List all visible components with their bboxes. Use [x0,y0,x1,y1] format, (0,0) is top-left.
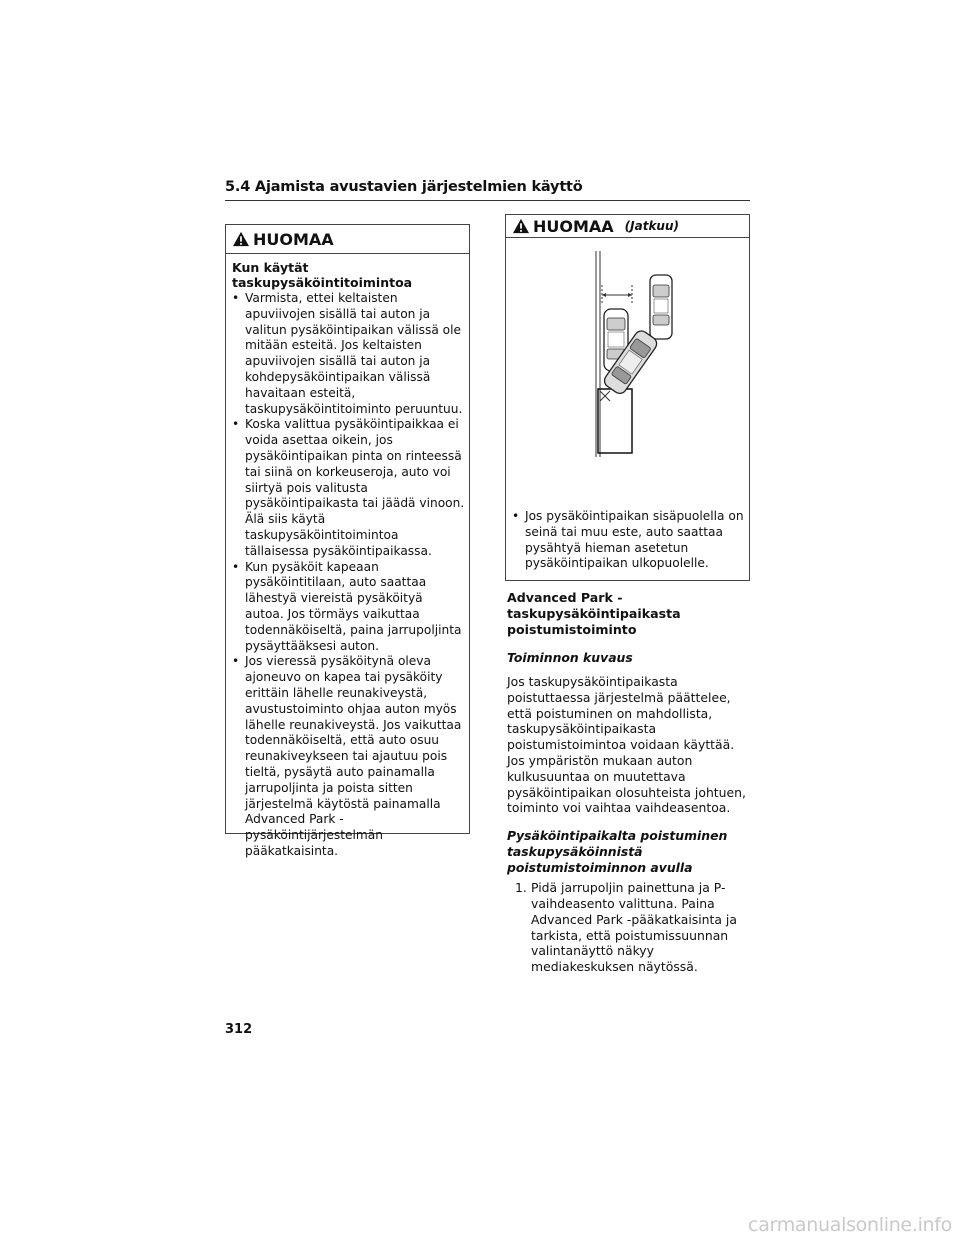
right-notice-box [505,214,750,581]
left-notice-list [226,291,469,860]
continued-label: (Jatkuu) [624,219,680,233]
subsection-heading: Pysäköintipaikalta poistuminen taskupysäköinnistä poistumistoiminnon avulla [507,828,728,876]
right-notice-header [506,215,749,238]
section-heading: Advanced Park -taskupysäköintipaikasta poistumistoiminto [507,590,681,637]
list-item: • Koska valittua pysäköintipaikkaa ei voida asettaa oikein, jos pysäköintipaikan pinta on rinteessä tai siinä on korkeuseroja, auto voi siirtyä pois valitusta pysäköintipaikasta tai jäädä vinoon. Älä siis käytä taskupysäköintitoimintoa tällaisessa pysäköintipaikassa. [232,417,465,559]
parking-illustration [586,251,696,457]
steps-list [507,880,752,975]
section-title: 5.4 Ajamista avustavien järjestelmien käyttö [225,179,750,201]
obstacle-mark [600,391,610,401]
arrow-head [602,293,606,297]
step-item [515,880,752,975]
list-item: • Kun pysäköit kapeaan pysäköintitilaan, auto saattaa lähestyä viereistä pysäköityä autoa. Jos törmäys vaikuttaa todennäköiseltä, paina jarrupoljinta pysäyttääksesi auton. [232,560,465,655]
left-notice-header [226,225,469,254]
step-number: 1. [515,880,527,896]
parked-car-front [650,275,672,339]
watermark: carmanualsonline.info [748,1214,952,1236]
list-item: • Varmista, ettei keltaisten apuviivojen sisällä tai auton ja valitun pysäköintipaikan välissä ole mitään esteitä. Jos keltaisten apuviivojen sisällä tai auton ja kohdepysäköintipaikan välissä havaitaan esteitä, taskupysäköintitoiminto peruuntuu. [232,291,465,417]
right-notice-heading: HUOMAA [533,216,614,236]
list-item: • Jos pysäköintipaikan sisäpuolella on seinä tai muu este, auto saattaa pysähtyä hieman asetetun pysäköintipaikan ulkopuolelle. [512,509,750,572]
subsection-heading: Toiminnon kuvaus [507,650,633,665]
left-notice-box [225,224,470,858]
step-text: Pidä jarrupoljin painettuna ja P-vaihdeasento valittuna. Paina Advanced Park -pääkatkaisinta ja tarkista, että poistumissuunnan valintanäyttö näkyy mediakeskuksen näytössä. [531,880,737,975]
right-notice-list [506,509,754,572]
warning-icon [232,231,250,247]
list-item: • Jos vieressä pysäköitynä oleva ajoneuvo on kapea tai pysäköity erittäin lähelle reunakiveystä, avustustoiminto ohjaa auton myös lähelle reunakiveystä. Jos vaikuttaa todennäköiseltä, että auto osuu reunakiveykseen tai ajautuu pois tieltä, pysäytä auto painamalla jarrupoljinta ja poista sitten järjestelmä käytöstä painamalla Advanced Park -pysäköintijärjestelmän pääkatkaisinta. [232,654,465,859]
left-notice-heading: HUOMAA [253,229,334,249]
page-number: 312 [225,1022,253,1037]
warning-icon [512,218,530,234]
description-paragraph: Jos taskupysäköintipaikasta poistuttaessa järjestelmä päättelee, että poistuminen on mahdollista, taskupysäköintipaikasta poistumistoimintoa voidaan käyttää. Jos ympäristön mukaan auton kulkusuuntaa on muutettava pysäköintipaikan olosuhteista johtuen, toiminto voi vaihtaa vaihdeasentoa. [507,674,746,816]
arrow-head [628,293,632,297]
left-notice-subtitle: Kun käytät taskupysäköintitoimintoa [232,260,413,290]
right-column [507,590,752,975]
